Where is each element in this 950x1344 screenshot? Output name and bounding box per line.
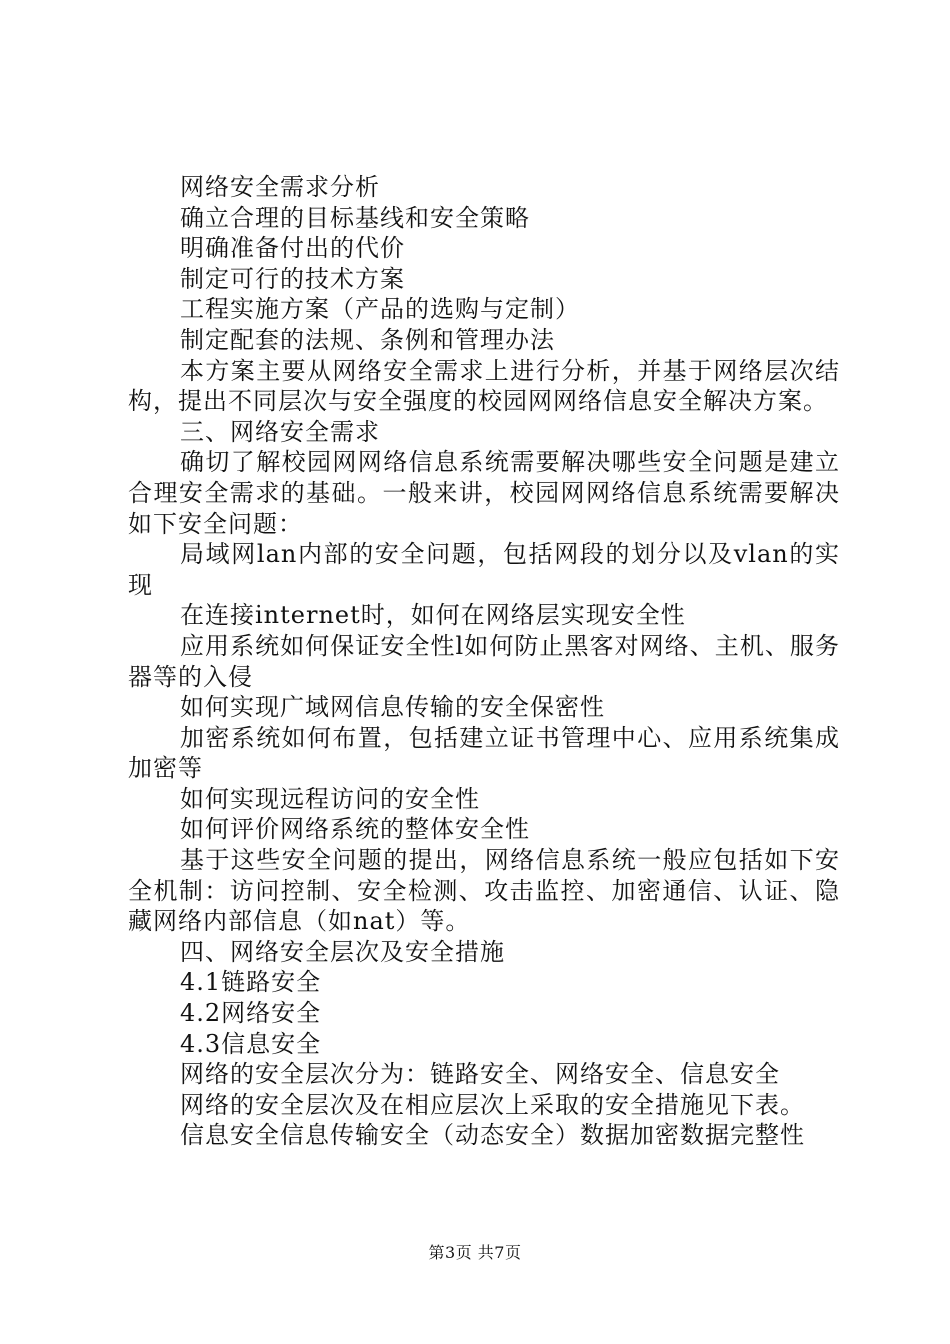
paragraph-cost: 明确准备付出的代价 <box>180 234 405 263</box>
paragraph-solution-overview: 本方案主要从网络安全需求上进行分析，并基于网络层次结构，提出不同层次与安全强度的校园网网络信息安全解决方案。 <box>128 356 840 416</box>
paragraph-table-reference: 网络的安全层次及在相应层次上采取的安全措施见下表。 <box>180 1090 805 1119</box>
paragraph-information-transfer-security: 信息安全信息传输安全（动态安全）数据加密数据完整性 <box>180 1121 805 1150</box>
paragraph-security-analysis: 网络安全需求分析 <box>180 173 380 201</box>
subsection-information-security: 4.3信息安全 <box>180 1029 322 1058</box>
paragraph-regulations: 制定配套的法规、条例和管理办法 <box>180 325 555 354</box>
paragraph-application-security: 应用系统如何保证安全性l如何防止黑客对网络、主机、服务器等的入侵 <box>128 631 840 691</box>
paragraph-internet-security: 在连接internet时，如何在网络层实现安全性 <box>180 601 686 630</box>
paragraph-remote-access: 如何实现远程访问的安全性 <box>180 784 480 813</box>
paragraph-lan-security: 局域网lan内部的安全问题，包括网段的划分以及vlan的实现 <box>128 540 840 599</box>
subsection-network-security: 4.2网络安全 <box>180 999 322 1028</box>
page-number-footer: 第3页 共7页 <box>428 1243 522 1262</box>
paragraph-overall-evaluation: 如何评价网络系统的整体安全性 <box>180 815 530 844</box>
paragraph-baseline-strategy: 确立合理的目标基线和安全策略 <box>180 203 530 232</box>
subsection-link-security: 4.1链路安全 <box>180 968 322 997</box>
section-heading-security-requirements: 三、网络安全需求 <box>180 417 380 446</box>
paragraph-wan-confidentiality: 如何实现广域网信息传输的安全保密性 <box>180 693 605 722</box>
paragraph-implementation-plan: 工程实施方案（产品的选购与定制） <box>180 295 580 324</box>
paragraph-requirements-intro: 确切了解校园网网络信息系统需要解决哪些安全问题是建立合理安全需求的基础。一般来讲，校园网网络信息系统需要解决如下安全问题： <box>128 448 840 538</box>
document-body <box>128 172 840 1151</box>
paragraph-technical-plan: 制定可行的技术方案 <box>180 264 405 293</box>
paragraph-security-mechanisms: 基于这些安全问题的提出，网络信息系统一般应包括如下安全机制：访问控制、安全检测、攻击监控、加密通信、认证、隐藏网络内部信息（如nat）等。 <box>128 846 840 936</box>
section-heading-security-layers: 四、网络安全层次及安全措施 <box>180 937 505 966</box>
paragraph-layer-summary: 网络的安全层次分为：链路安全、网络安全、信息安全 <box>180 1060 780 1089</box>
paragraph-encryption-system: 加密系统如何布置，包括建立证书管理中心、应用系统集成加密等 <box>128 723 840 783</box>
